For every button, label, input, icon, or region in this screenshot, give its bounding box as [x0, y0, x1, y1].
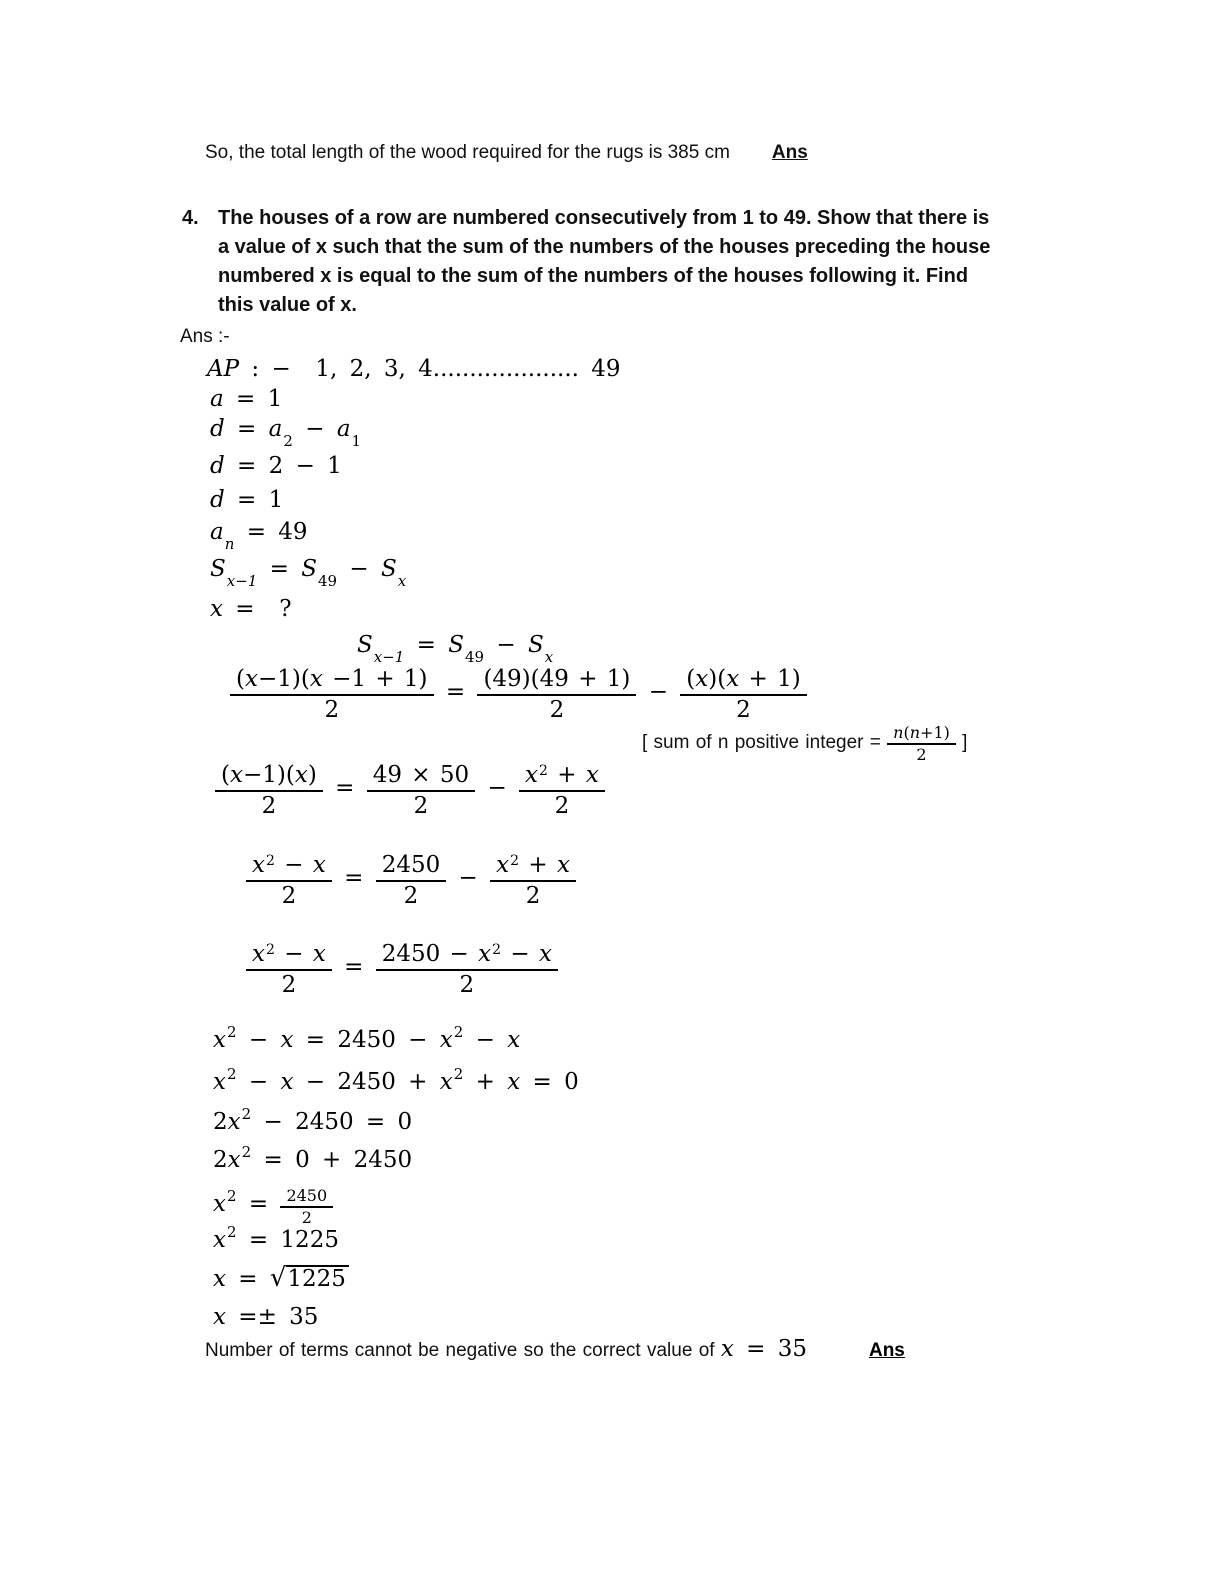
solution-steps: [180, 354, 1164, 1366]
question-block: [180, 204, 1100, 320]
math-r: −: [484, 632, 529, 658]
sum-formula-note: [642, 722, 1164, 765]
eq-d-2-minus-1: [210, 451, 1164, 481]
fraction-numerator: [246, 941, 332, 971]
math-m: x: [252, 852, 265, 879]
math-sub: n: [224, 535, 235, 553]
answer-label: Ans: [868, 1339, 905, 1361]
math-m: x: [227, 1108, 241, 1135]
ap-line: [207, 354, 1164, 384]
math-r: 2: [261, 793, 277, 820]
fraction-numerator: [230, 666, 434, 696]
question-number: 4.: [182, 207, 199, 229]
math-r: 2: [301, 1207, 312, 1227]
math-r: − 2450 = 0: [251, 1108, 413, 1135]
eq-x-pm-35: [213, 1302, 1164, 1332]
math-sub: x: [397, 572, 407, 590]
math-m: x: [312, 852, 326, 879]
eq-expanded-2: [213, 1064, 1164, 1099]
math-r: +: [463, 1068, 508, 1095]
fraction-denominator: [215, 792, 323, 820]
fraction-numerator: [376, 941, 558, 971]
math-r: −: [463, 1026, 508, 1053]
math-m: x: [280, 1026, 294, 1053]
fraction-denominator: [519, 792, 605, 820]
math-r: −: [274, 852, 313, 879]
math-r: 2: [213, 1108, 228, 1135]
fraction-denominator: [887, 745, 956, 764]
fraction-numerator: [280, 1187, 333, 1208]
math-r: − 2450 +: [293, 1068, 440, 1095]
eq-an-49: [210, 517, 1164, 553]
math-r: =: [236, 1190, 281, 1217]
fraction-denominator: [246, 971, 332, 999]
fraction-numerator: [376, 852, 447, 882]
math-m: x: [507, 1026, 521, 1053]
math-m: x: [695, 666, 709, 692]
math-m: x: [227, 1146, 241, 1173]
math-m: a: [210, 519, 224, 545]
intro-ans-label: Ans: [771, 142, 808, 163]
math-r: = 0 + 2450: [251, 1146, 413, 1173]
fraction-numerator: [246, 852, 332, 882]
eq-x2-fractions: [246, 850, 1164, 908]
math-r: =: [293, 1026, 338, 1053]
fraction-denominator: [376, 971, 558, 999]
math-m: x: [213, 1026, 226, 1053]
math-r: 2450 −: [381, 940, 479, 967]
math-m: x: [210, 596, 223, 622]
eq-x2-2450-over-2: [213, 1185, 1164, 1225]
eq-x2-1225: [213, 1222, 1164, 1257]
math-sup: 2: [226, 1064, 237, 1083]
math-m: S: [381, 556, 397, 582]
fraction-denominator: [490, 882, 576, 910]
math-r: =: [222, 596, 280, 622]
math-r: 2: [413, 793, 429, 820]
fraction-numerator: [367, 762, 475, 792]
math-r: =: [234, 519, 279, 545]
math-sup: 2: [226, 1186, 237, 1205]
math-r: 35: [276, 1303, 319, 1330]
math-sub: x: [544, 648, 554, 666]
math-m: S: [357, 632, 373, 658]
fraction: [680, 666, 806, 724]
fraction: [887, 724, 956, 764]
math-m: x: [525, 762, 539, 789]
fraction-numerator: [490, 852, 576, 882]
math-r: −1)(: [257, 666, 310, 692]
math-r: =: [225, 1303, 258, 1330]
math-r: (49)(49 + 1): [483, 666, 631, 692]
math-sup: 2: [510, 853, 520, 870]
math-m: a: [268, 416, 283, 442]
math-m: n: [909, 723, 921, 743]
fraction-denominator: [680, 696, 806, 724]
math-r: =: [331, 953, 376, 980]
math-m: S: [301, 556, 318, 582]
fraction-numerator: [519, 762, 605, 792]
math-m: S: [528, 632, 544, 658]
math-sup: 2: [265, 853, 275, 870]
math-m: x: [213, 1190, 226, 1217]
math-r: −1)(: [242, 762, 295, 789]
eq-products: [215, 760, 1164, 818]
math-m: x: [229, 762, 243, 789]
math-r: (: [221, 762, 230, 789]
math-r: −1 + 1): [322, 666, 428, 692]
math-m: x: [538, 940, 552, 967]
math-r: : −: [239, 356, 316, 382]
eq-d-equals-1: [210, 485, 1164, 515]
eq-combined-fraction: [246, 939, 1164, 997]
math-r: (: [903, 723, 910, 743]
math-m: x: [280, 1068, 294, 1095]
math-r: 2: [916, 745, 927, 765]
eq-x-sqrt-1225: [213, 1263, 1164, 1294]
math-sub: x−1: [226, 572, 258, 590]
math-r: 2: [281, 971, 297, 998]
fraction: [215, 762, 323, 820]
math-m: x: [720, 1335, 734, 1362]
math-r: −: [292, 416, 337, 442]
fraction: [477, 666, 636, 724]
fraction: [280, 1187, 333, 1227]
math-m: x: [556, 852, 570, 879]
math-r: −: [501, 940, 539, 967]
square-root: [269, 1262, 349, 1293]
math-m: d: [210, 453, 225, 479]
math-r: −: [236, 1068, 281, 1095]
intro-line: [205, 140, 1164, 166]
eq-d-definition: [210, 414, 1164, 450]
math-r: 2450: [286, 1185, 328, 1205]
math-r: =: [224, 487, 269, 513]
math-m: x: [213, 1265, 226, 1292]
math-subr: 49: [465, 648, 485, 666]
math-r: =: [257, 556, 302, 582]
math-r: 2: [525, 883, 541, 910]
math-r: −: [475, 775, 520, 802]
math-r: = 0: [520, 1068, 579, 1095]
radicand: [286, 1265, 349, 1291]
math-r: =: [404, 632, 449, 658]
math-m: x: [244, 666, 258, 692]
math-r: =: [322, 775, 367, 802]
math-r: 2: [324, 697, 340, 724]
eq-sum-expansion: [230, 664, 1164, 722]
fraction-denominator: [230, 696, 434, 724]
math-r: 2 − 1: [268, 453, 342, 479]
math-r: +: [519, 852, 557, 879]
math-r: 2: [554, 793, 570, 820]
math-subr: 49: [318, 572, 338, 590]
math-r: 2: [213, 1146, 228, 1173]
eq-expanded-1: [213, 1022, 1164, 1057]
fraction-numerator: [477, 666, 636, 696]
fraction-denominator: [477, 696, 636, 724]
math-r: (: [236, 666, 245, 692]
math-m: n: [893, 723, 904, 743]
math-r: 1, 2, 3, 4.................... 49: [315, 356, 621, 382]
math-sup: 2: [241, 1104, 252, 1123]
math-m: AP: [207, 356, 240, 382]
math-m: x: [213, 1303, 226, 1330]
math-r: 2: [281, 883, 297, 910]
math-r: −: [446, 865, 491, 892]
math-sup: 2: [539, 763, 548, 780]
fraction-denominator: [367, 792, 475, 820]
question-line-2: a value of x such that the sum of the numbers of the houses preceding the house: [218, 236, 991, 258]
math-m: x: [312, 940, 326, 967]
math-sup: 2: [265, 941, 275, 958]
math-m: x: [726, 666, 740, 692]
math-r: + 1): [739, 666, 801, 692]
fraction: [367, 762, 475, 820]
math-tx: Number of terms cannot be negative so the correct value of: [205, 1339, 721, 1361]
math-m: x: [478, 940, 492, 967]
math-sup: 2: [453, 1022, 464, 1041]
math-sub: x−1: [373, 648, 405, 666]
fraction-numerator: [887, 724, 956, 745]
math-tx: [ sum of n positive integer =: [642, 732, 888, 754]
math-subr: 2: [283, 432, 293, 450]
math-m: x: [213, 1226, 226, 1253]
math-r: )(: [708, 666, 727, 692]
fraction: [246, 941, 332, 999]
math-m: x: [496, 852, 510, 879]
math-m: x: [294, 762, 308, 789]
math-r: 49 × 50: [372, 762, 470, 789]
eq-s-relation-centered: [357, 630, 1164, 666]
question-line-1: The houses of a row are numbered consecutively from 1 to 49. Show that there is: [218, 207, 990, 229]
fraction-denominator: [376, 882, 447, 910]
fraction: [519, 762, 605, 820]
eq-s-relation: [210, 554, 1164, 590]
math-sup: 2: [241, 1142, 252, 1161]
fraction-denominator: [280, 1208, 333, 1227]
math-r: =: [224, 453, 269, 479]
math-m: d: [210, 416, 225, 442]
fraction-numerator: [680, 666, 806, 696]
math-r: =: [331, 865, 376, 892]
answer-prefix: Ans :-: [180, 326, 230, 347]
math-m: x: [507, 1068, 521, 1095]
fraction: [230, 666, 434, 724]
math-r: 2: [549, 697, 565, 724]
math-r: −: [236, 1026, 281, 1053]
fraction: [246, 852, 332, 910]
math-r: +: [547, 762, 586, 789]
question-line-3: numbered x is equal to the sum of the numbers of the houses following it. Find: [218, 265, 969, 287]
math-r: 1: [268, 487, 284, 513]
math-r: −: [274, 940, 313, 967]
conclusion-line: [205, 1334, 1164, 1366]
math-m: x: [585, 762, 599, 789]
math-m: a: [210, 386, 224, 412]
math-r: 1225: [287, 1265, 346, 1292]
math-r: −: [636, 679, 681, 706]
math-subr: 1: [351, 432, 362, 450]
intro-text: So, the total length of the wood required for the rugs is 385 cm: [205, 142, 730, 163]
fraction: [490, 852, 576, 910]
math-r: 2: [403, 883, 419, 910]
math-sup: 2: [492, 941, 502, 958]
math-m: S: [448, 632, 465, 658]
math-sup: 2: [226, 1222, 237, 1241]
math-r: 2: [736, 697, 751, 724]
eq-a-equals-1: [210, 384, 1164, 414]
math-r: 2450 −: [337, 1026, 440, 1053]
eq-x-question: [210, 594, 1164, 624]
math-r: = 35: [733, 1335, 807, 1362]
math-m: x: [213, 1068, 226, 1095]
math-r: 2450: [381, 852, 441, 879]
math-r: =: [223, 386, 268, 412]
math-sup: 2: [226, 1022, 237, 1041]
fraction-denominator: [246, 882, 332, 910]
math-sup: 2: [453, 1064, 464, 1083]
radical-sign: √: [269, 1262, 287, 1293]
math-tx: ]: [955, 732, 968, 754]
fraction-numerator: [215, 762, 323, 792]
math-r: +1): [920, 723, 950, 743]
math-m: x: [309, 666, 323, 692]
math-r: =: [433, 679, 478, 706]
fraction: [376, 941, 558, 999]
fraction: [376, 852, 447, 910]
math-r: =: [225, 1265, 270, 1292]
math-r: 1: [267, 386, 283, 412]
math-m: x: [439, 1026, 453, 1053]
math-r: 2: [459, 971, 475, 998]
eq-2x2-minus-2450: [213, 1104, 1164, 1139]
math-m: S: [210, 556, 226, 582]
math-m: x: [439, 1068, 453, 1095]
question-line-4: this value of x.: [218, 294, 357, 316]
math-r: (: [686, 666, 696, 692]
math-r: ±: [257, 1303, 277, 1330]
math-m: d: [210, 487, 225, 513]
math-r: = 1225: [236, 1226, 339, 1253]
math-r: ): [307, 762, 317, 789]
math-r: −: [337, 556, 382, 582]
math-m: a: [336, 416, 351, 442]
math-r: ?: [279, 596, 292, 622]
math-r: =: [224, 416, 269, 442]
math-m: x: [252, 940, 265, 967]
eq-2x2-equals: [213, 1142, 1164, 1177]
math-r: 49: [278, 519, 308, 545]
